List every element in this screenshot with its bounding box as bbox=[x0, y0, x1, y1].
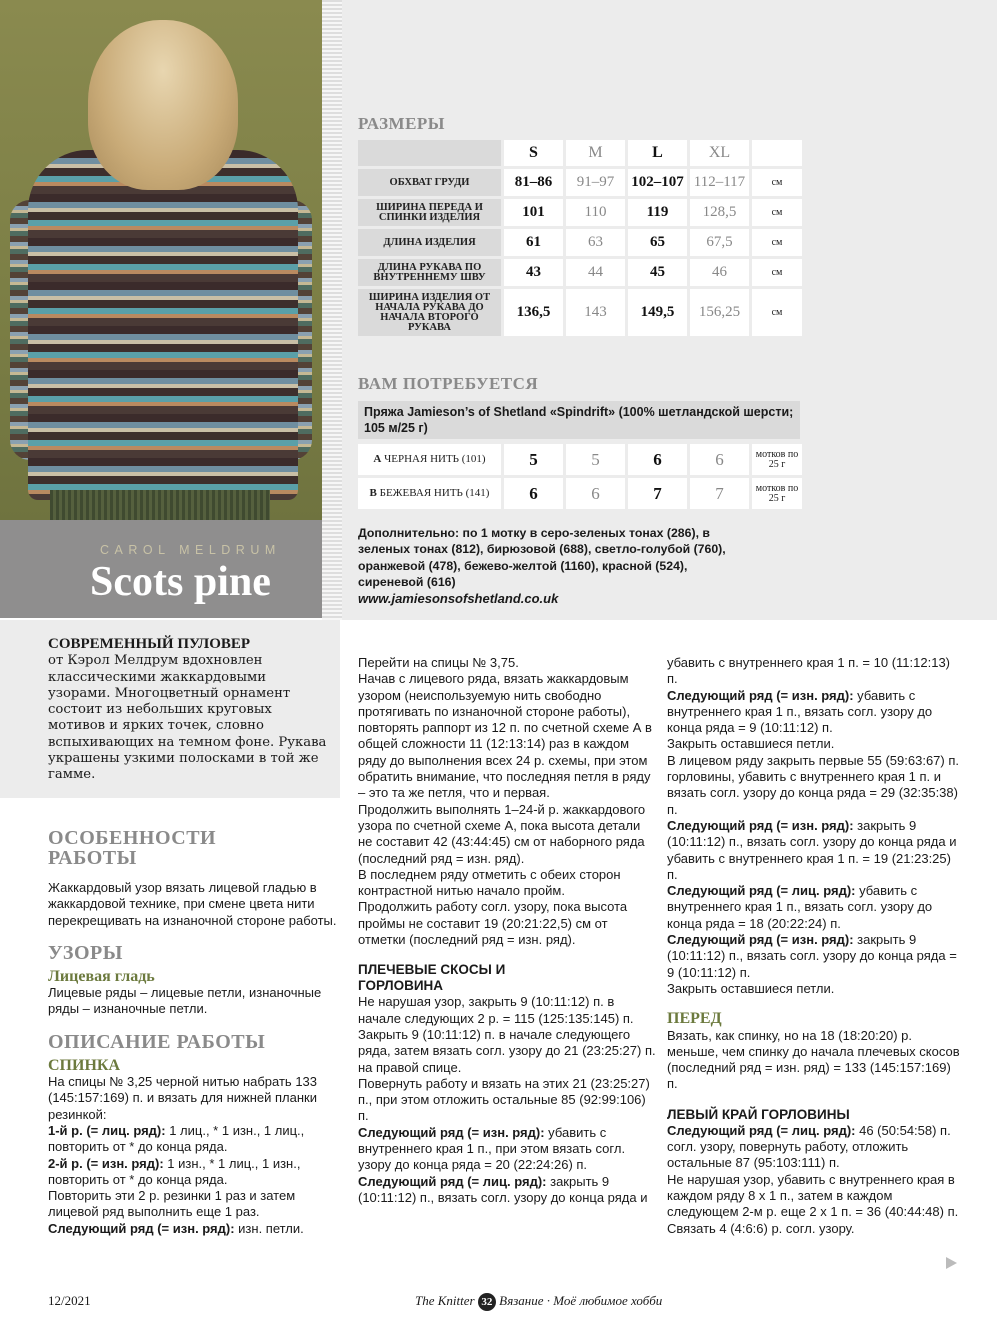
size-value: 46 bbox=[690, 259, 749, 286]
unit: см bbox=[752, 229, 802, 256]
continue-arrow-icon bbox=[946, 1257, 957, 1269]
unit: см bbox=[752, 289, 802, 336]
row-label: ОБХВАТ ГРУДИ bbox=[358, 169, 501, 196]
yarn-label bbox=[358, 444, 501, 475]
paragraph bbox=[48, 880, 340, 929]
sizes-heading: РАЗМЕРЫ bbox=[358, 114, 445, 133]
size-value: 61 bbox=[504, 229, 563, 256]
paragraph bbox=[48, 1221, 340, 1237]
subheading: ПЛЕЧЕВЫЕ СКОСЫ И ГОРЛОВИНА bbox=[358, 962, 506, 994]
text: Перейти на спицы № 3,75. bbox=[358, 655, 519, 670]
text: 46 (50:54:58) п. согл. узору, повернуть работу, отложить остальные 87 (95:103:111) п. bbox=[667, 1122, 951, 1171]
bold-label: 2-й р. (= изн. ряд): bbox=[48, 1155, 164, 1171]
paragraph bbox=[667, 818, 962, 883]
intro-lead: СОВРЕМЕННЫЙ ПУЛОВЕР bbox=[48, 636, 251, 652]
issue-date: 12/2021 bbox=[48, 1293, 91, 1308]
paragraph bbox=[48, 1188, 340, 1221]
page-number: 32 bbox=[478, 1293, 496, 1311]
section-heading: ОСОБЕННОСТИ РАБОТЫ bbox=[48, 827, 217, 869]
table-row bbox=[358, 169, 802, 196]
extra-label: Дополнительно: bbox=[358, 526, 460, 540]
paragraph bbox=[358, 1027, 658, 1076]
paragraph bbox=[667, 1028, 962, 1093]
paragraph bbox=[358, 1076, 658, 1125]
size-value: 143 bbox=[566, 289, 625, 336]
paragraph bbox=[667, 736, 962, 752]
yarn-row bbox=[358, 478, 802, 509]
paragraph bbox=[48, 985, 340, 1018]
tagline: Вязание · Моё любимое хобби bbox=[499, 1293, 663, 1308]
paragraph bbox=[667, 883, 962, 932]
text: Закрыть оставшиеся петли. bbox=[667, 980, 835, 996]
additional-yarns bbox=[358, 525, 748, 607]
yarn-quantity: 7 bbox=[690, 478, 749, 509]
paragraph bbox=[667, 688, 962, 737]
text: Лицевые ряды – лицевые петли, изнаночные ряды – изнаночные петли. bbox=[48, 985, 322, 1017]
subsection-heading: Лицевая гладь bbox=[48, 967, 155, 985]
text: На спицы № 3,25 черной нитью набрать 133 (145:157:169) п. и вязать для нижней планки резинкой: bbox=[48, 1074, 318, 1122]
text: закрыть 9 (10:11:12) п., вязать согл. узору до конца ряда и убавить с внутреннего края 1 п. = 19 (21:23:25) п. bbox=[667, 817, 957, 882]
sweater bbox=[28, 150, 298, 500]
column-3 bbox=[667, 655, 962, 1237]
yarn-table bbox=[355, 441, 805, 512]
unit: см bbox=[752, 169, 802, 196]
row-label: ДЛИНА ИЗДЕЛИЯ bbox=[358, 229, 501, 256]
text: убавить с внутреннего края 1 п., вязать согл. узору до конца ряда = 18 (20:22:24) п. bbox=[667, 883, 933, 931]
bold-label: 1-й р. (= лиц. ряд): bbox=[48, 1122, 166, 1138]
text: 1 лиц., * 1 изн., 1 лиц., повторить от * до конца ряда. bbox=[48, 1122, 305, 1155]
yarn-quantity: 6 bbox=[690, 444, 749, 475]
subheading: ЛЕВЫЙ КРАЙ ГОРЛОВИНЫ bbox=[667, 1106, 850, 1122]
yarn-color: БЕЖЕВАЯ НИТЬ bbox=[379, 487, 463, 499]
size-value: 44 bbox=[566, 259, 625, 286]
size-header: L bbox=[628, 140, 687, 166]
yarn-quantity: 6 bbox=[504, 478, 563, 509]
section-heading: УЗОРЫ bbox=[48, 941, 123, 964]
text: Начав с лицевого ряда, вязать жаккардовым узором (неиспользуемую нить свободно протягивать по изнаночной стороне работы), повторять раппорт из 12 п. по счетной схеме А в общей сложности 11 (12:13:14) раз в каждом ряду до выполнения всех 24 р. схемы, при этом обратить внимание, что последняя петля в ряду – это та же петля, что и первая. bbox=[358, 671, 652, 801]
text: закрыть 9 (10:11:12) п., вязать согл. узору до конца ряда и bbox=[358, 1173, 648, 1205]
text: Связать 4 (4:6:6) р. согл. узору. bbox=[667, 1220, 855, 1236]
size-value: 102–107 bbox=[628, 169, 687, 196]
paragraph bbox=[48, 1123, 340, 1156]
yarn-code: A bbox=[373, 453, 382, 465]
intro-text: от Кэрол Мелдрум вдохновлен классическими жаккардовыми узорами. Многоцветный орнамент состоит из небольших круговых мотивов и ярких точек, словно вспыхивающих на темном фоне. Рукава украшены узкими полосками в той же гамме. bbox=[48, 653, 327, 783]
yarn-number: (101) bbox=[461, 453, 486, 465]
paragraph bbox=[358, 1125, 658, 1174]
size-value: 45 bbox=[628, 259, 687, 286]
paragraph bbox=[48, 1074, 340, 1123]
yarn-label bbox=[358, 478, 501, 509]
website-link[interactable]: www.jamiesonsofshetland.co.uk bbox=[358, 590, 559, 606]
corner-cell bbox=[358, 140, 501, 166]
size-value: 136,5 bbox=[504, 289, 563, 336]
yarn-description: Пряжа Jamieson’s of Shetland «Spindrift» (100% шетландской шерсти; 105 м/25 г) bbox=[358, 401, 800, 439]
column-2 bbox=[358, 655, 658, 1206]
yarn-row bbox=[358, 444, 802, 475]
footer-brand bbox=[415, 1293, 662, 1311]
paragraph bbox=[667, 981, 962, 997]
bold-label: Следующий ряд (= изн. ряд): bbox=[667, 817, 854, 833]
size-value: 112–117 bbox=[690, 169, 749, 196]
text: В последнем ряду отметить с обеих сторон контрастной нитью начало пройм. bbox=[358, 866, 621, 899]
materials-heading: ВАМ ПОТРЕБУЕТСЯ bbox=[358, 374, 539, 393]
paragraph bbox=[358, 671, 658, 801]
size-value: 128,5 bbox=[690, 199, 749, 226]
text: Продолжить выполнять 1–24-й р. жаккардового узора по счетной схеме А, пока высота детали не составит 42 (43:44:45) см от наборного ряда (последний ряд = изн. ряд). bbox=[358, 801, 646, 866]
subsection-heading: СПИНКА bbox=[48, 1056, 121, 1074]
paragraph bbox=[667, 1172, 962, 1221]
yarn-number: (141) bbox=[465, 487, 490, 499]
table-header-row bbox=[358, 140, 802, 166]
text: убавить с внутреннего края 1 п. = 10 (11:12:13) п. bbox=[667, 655, 951, 687]
paragraph bbox=[48, 1156, 340, 1189]
intro-box bbox=[0, 620, 340, 798]
text: Вязать, как спинку, но на 18 (18:20:20) р. меньше, чем спинку до начала плечевых скосов (последний ряд = изн. ряд) = 133 (145:157:169) п. bbox=[667, 1027, 960, 1092]
yarn-quantity: 5 bbox=[566, 444, 625, 475]
row-label: ШИРИНА ПЕРЕДА И СПИНКИ ИЗДЕЛИЯ bbox=[358, 199, 501, 226]
bold-label: Следующий ряд (= изн. ряд): bbox=[667, 687, 854, 703]
paragraph bbox=[358, 802, 658, 867]
magazine-name: The Knitter bbox=[415, 1293, 475, 1308]
text: Не нарушая узор, убавить с внутреннего края в каждом ряду 8 х 1 п., затем в каждом следующем 2-м р. еще 2 х 1 п. = 36 (40:44:48) п. bbox=[667, 1171, 959, 1220]
paragraph bbox=[667, 753, 962, 818]
size-value: 67,5 bbox=[690, 229, 749, 256]
size-value: 65 bbox=[628, 229, 687, 256]
yarn-quantity: 6 bbox=[566, 478, 625, 509]
row-label: ДЛИНА РУКАВА ПО ВНУТРЕННЕМУ ШВУ bbox=[358, 259, 501, 286]
paragraph bbox=[358, 1174, 658, 1207]
paragraph bbox=[667, 1221, 962, 1237]
yarn-unit: мотков по 25 г bbox=[752, 478, 802, 509]
text: Закрыть 9 (10:11:12) п. в начале следующего ряда, затем вязать согл. узору до 21 (23:25:27) п. на правой спице. bbox=[358, 1026, 656, 1075]
size-value: 63 bbox=[566, 229, 625, 256]
zigzag-stitch-border bbox=[322, 0, 342, 620]
yarn-color: ЧЕРНАЯ НИТЬ bbox=[384, 453, 459, 465]
bold-label: Следующий ряд (= изн. ряд): bbox=[358, 1124, 545, 1140]
bold-label: Следующий ряд (= лиц. ряд): bbox=[358, 1173, 547, 1189]
model-photo bbox=[0, 0, 326, 520]
text: В лицевом ряду закрыть первые 55 (59:63:67) п. горловины, убавить с внутреннего края 1 п. и вязать согл. узору до конца ряда = 29 (32:35:38) п. bbox=[667, 752, 959, 817]
text: Продолжить работу согл. узору, пока высота проймы не составит 19 (20:21:22,5) см от отметки (последний ряд = изн. ряд). bbox=[358, 899, 628, 948]
table-row bbox=[358, 259, 802, 286]
designer-name: CAROL MELDRUM bbox=[100, 543, 281, 557]
paragraph bbox=[358, 899, 658, 948]
paragraph bbox=[358, 655, 658, 671]
size-value: 101 bbox=[504, 199, 563, 226]
unit-header bbox=[752, 140, 802, 166]
size-header: S bbox=[504, 140, 563, 166]
text: 1 изн., * 1 лиц., 1 изн., повторить от * до конца ряда. bbox=[48, 1155, 301, 1187]
yarn-quantity: 6 bbox=[628, 444, 687, 475]
text: убавить с внутреннего края 1 п., вязать согл. узору до конца ряда = 9 (10:11:12) п. bbox=[667, 687, 933, 736]
table-row bbox=[358, 229, 802, 256]
skirt bbox=[50, 490, 270, 520]
bold-label: Следующий ряд (= лиц. ряд): bbox=[667, 1122, 856, 1138]
paragraph bbox=[358, 994, 658, 1027]
size-value: 149,5 bbox=[628, 289, 687, 336]
text: Повернуть работу и вязать на этих 21 (23:25:27) п., при этом отложить остальные 85 (92:99:106) п. bbox=[358, 1075, 650, 1124]
yarn-code: B bbox=[369, 487, 377, 499]
size-value: 156,25 bbox=[690, 289, 749, 336]
yarn-quantity: 7 bbox=[628, 478, 687, 509]
text: Закрыть оставшиеся петли. bbox=[667, 736, 835, 752]
bold-label: Следующий ряд (= лиц. ряд): bbox=[667, 883, 856, 899]
size-value: 119 bbox=[628, 199, 687, 226]
sizes-table bbox=[355, 137, 805, 339]
paragraph bbox=[667, 932, 962, 981]
text: закрыть 9 (10:11:12) п., вязать согл. узору до конца ряда = 9 (10:11:12) п. bbox=[667, 932, 957, 980]
text: изн. петли. bbox=[234, 1220, 304, 1236]
subsection-heading: ПЕРЕД bbox=[667, 1010, 722, 1028]
paragraph bbox=[667, 655, 962, 688]
text: Жаккардовый узор вязать лицевой гладью в жаккардовой технике, при смене цвета нити перекрещивать на изнаночной стороне работы. bbox=[48, 880, 337, 928]
size-value: 81–86 bbox=[504, 169, 563, 196]
text: убавить с внутреннего края 1 п., при этом вязать согл. узору до конца ряда = 20 (22:24:26) п. bbox=[358, 1124, 626, 1173]
pattern-title: Scots pine bbox=[90, 559, 271, 605]
table-row bbox=[358, 289, 802, 336]
column-1 bbox=[48, 828, 340, 1237]
extra-text: по 1 мотку в серо-зеленых тонах (286), в зеленых тонах (812), бирюзовой (688), светло-голубой (760), оранжевой (478), бежево-желтой (1160), красной (524), сиреневой (616) bbox=[358, 526, 726, 590]
unit: см bbox=[752, 259, 802, 286]
size-value: 43 bbox=[504, 259, 563, 286]
size-value: 91–97 bbox=[566, 169, 625, 196]
size-header: XL bbox=[690, 140, 749, 166]
bold-label: Следующий ряд (= изн. ряд): bbox=[667, 932, 854, 948]
table-row bbox=[358, 199, 802, 226]
size-value: 110 bbox=[566, 199, 625, 226]
row-label: ШИРИНА ИЗДЕЛИЯ ОТ НАЧАЛА РУКАВА ДО НАЧАЛА ВТОРОГО РУКАВА bbox=[358, 289, 501, 336]
yarn-quantity: 5 bbox=[504, 444, 563, 475]
yarn-unit: мотков по 25 г bbox=[752, 444, 802, 475]
size-header: M bbox=[566, 140, 625, 166]
paragraph bbox=[358, 867, 658, 900]
unit: см bbox=[752, 199, 802, 226]
bold-label: Следующий ряд (= изн. ряд): bbox=[48, 1220, 235, 1236]
text: Не нарушая узор, закрыть 9 (10:11:12) п. в начале следующих 2 р. = 115 (125:135:145) п. bbox=[358, 994, 634, 1026]
section-heading: ОПИСАНИЕ РАБОТЫ bbox=[48, 1030, 266, 1053]
hair bbox=[88, 20, 238, 190]
text: Повторить эти 2 р. резинки 1 раз и затем лицевой ряд выполнить еще 1 раз. bbox=[48, 1188, 296, 1220]
paragraph bbox=[667, 1123, 962, 1172]
